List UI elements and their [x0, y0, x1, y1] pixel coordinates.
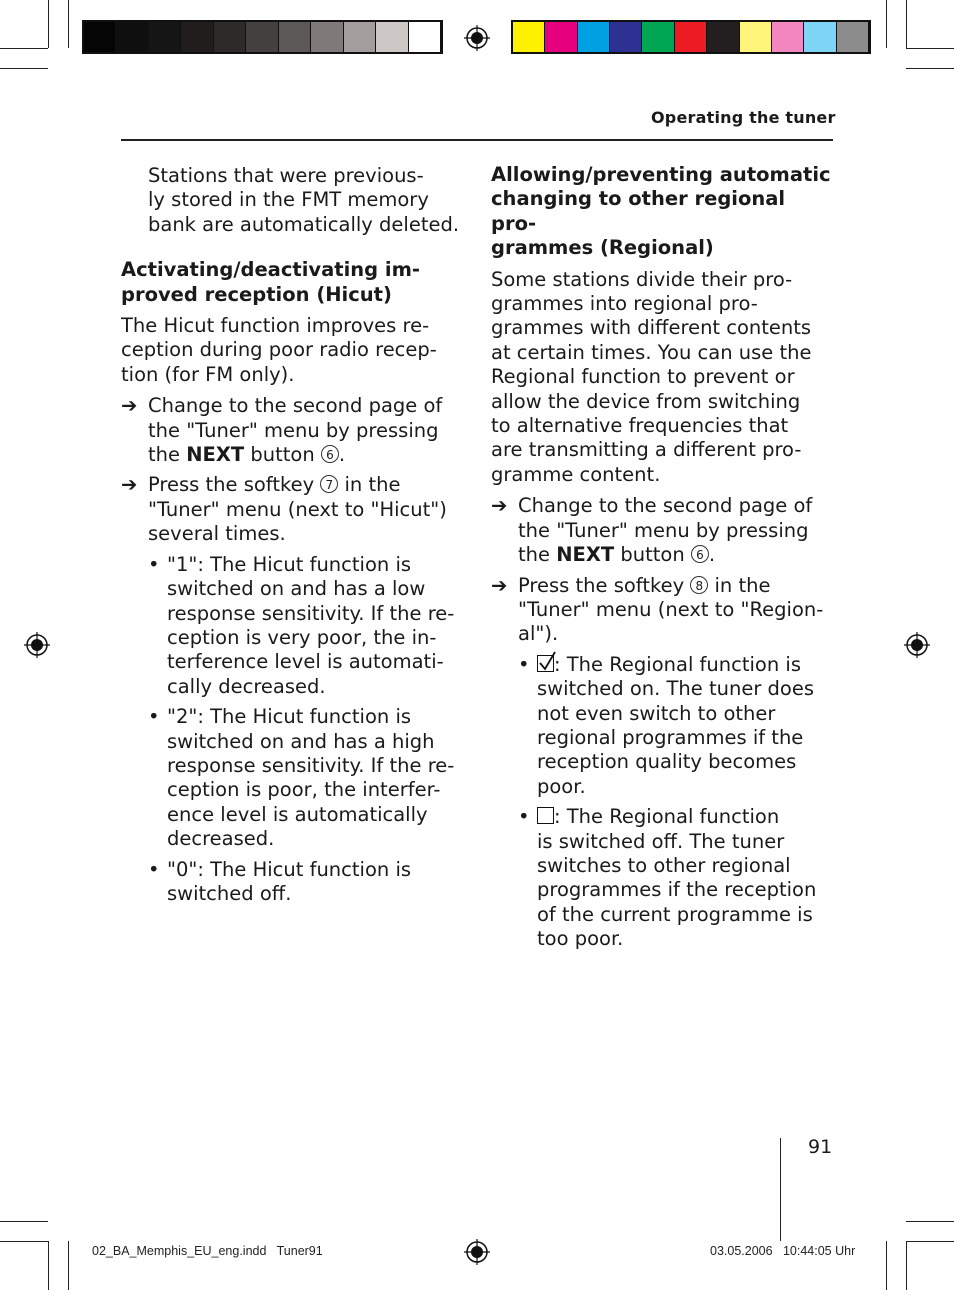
crop-mark: [886, 1241, 887, 1290]
crop-mark: [906, 1221, 954, 1222]
callout-number: 6: [691, 545, 709, 563]
color-swatch: [246, 22, 278, 52]
color-swatch: [344, 22, 376, 52]
color-swatch: [409, 22, 441, 52]
instruction-step: ➔ Press the softkey 7 in the "Tuner" menu (next to "Hicut") several times.: [121, 473, 447, 546]
color-swatch: [214, 22, 246, 52]
color-swatch: [610, 22, 642, 52]
crop-mark: [906, 48, 954, 49]
left-column: [121, 164, 466, 906]
bullet-icon: •: [148, 705, 160, 729]
bullet-icon: •: [518, 652, 530, 676]
crop-mark: [906, 1241, 907, 1290]
section-heading-hicut: Activating/deactivating im- proved reception (Hicut): [121, 258, 421, 306]
crop-mark: [0, 1241, 48, 1242]
color-swatch: [513, 22, 545, 52]
hicut-description: The Hicut function improves re- ception during poor radio recep- tion (for FM only).: [121, 314, 437, 386]
instruction-step: ➔ Press the softkey 8 in the "Tuner" menu (next to "Region- al").: [491, 573, 824, 646]
crop-mark: [906, 0, 907, 48]
page-number: 91: [808, 1136, 833, 1158]
color-swatch: [279, 22, 311, 52]
crop-mark: [48, 1241, 49, 1290]
arrow-icon: ➔: [491, 573, 508, 597]
color-swatch: [84, 22, 116, 52]
list-item: • : The Regional function is switched on. The tuner does not even switch to other regional programmes if the reception quality becomes poor.: [518, 652, 815, 798]
color-swatch: [837, 22, 869, 52]
color-swatch: [740, 22, 772, 52]
list-item: • "0": The Hicut function is switched off.: [148, 857, 412, 905]
bullet-icon: •: [148, 552, 160, 576]
registration-mark-icon: [464, 25, 490, 51]
registration-mark-icon: [464, 1239, 490, 1265]
crop-mark: [0, 48, 48, 49]
color-swatch: [804, 22, 836, 52]
list-item: • "1": The Hicut function is switched on and has a low response sensitivity. If the re- ception is very poor, the in- terference level is automati- cally decreased.: [148, 552, 455, 698]
color-swatch: [311, 22, 343, 52]
callout-number: 7: [320, 475, 338, 493]
callout-number: 6: [321, 445, 339, 463]
color-swatch: [181, 22, 213, 52]
page-number-rule: [780, 1138, 781, 1241]
registration-mark-icon: [24, 632, 50, 658]
arrow-icon: ➔: [121, 473, 138, 497]
color-swatch: [707, 22, 739, 52]
process-color-bar: [511, 20, 871, 54]
footer-timestamp: 03.05.2006 10:44:05 Uhr: [710, 1244, 856, 1258]
registration-mark-icon: [904, 632, 930, 658]
instruction-step: ➔ Change to the second page of the "Tuner" menu by pressing the NEXT button 6 .: [121, 394, 443, 467]
crop-mark: [68, 0, 69, 48]
list-item: • "2": The Hicut function is switched on and has a high response sensitivity. If the re- ception is poor, the interfer- ence level is automatically decreased.: [148, 705, 455, 851]
section-heading-regional: Allowing/preventing automatic changing to other regional pro- grammes (Regional): [491, 163, 831, 260]
arrow-icon: ➔: [121, 394, 138, 418]
checked-checkbox-icon: [537, 655, 554, 672]
header-rule: [121, 139, 833, 141]
color-swatch: [675, 22, 707, 52]
running-header: Operating the tuner: [651, 108, 836, 127]
crop-mark: [68, 1241, 69, 1290]
color-swatch: [578, 22, 610, 52]
bullet-icon: •: [518, 805, 530, 829]
crop-mark: [48, 0, 49, 48]
next-button-label: NEXT: [556, 543, 615, 567]
color-swatch: [149, 22, 181, 52]
gray-color-bar: [82, 20, 443, 54]
crop-mark: [0, 1221, 48, 1222]
arrow-icon: ➔: [491, 494, 508, 518]
crop-mark: [886, 0, 887, 48]
crop-mark: [906, 1241, 954, 1242]
color-swatch: [772, 22, 804, 52]
color-swatch: [116, 22, 148, 52]
empty-checkbox-icon: [537, 807, 554, 824]
color-swatch: [642, 22, 674, 52]
bullet-icon: •: [148, 857, 160, 881]
instruction-step: ➔ Change to the second page of the "Tuner" menu by pressing the NEXT button 6 .: [491, 494, 813, 567]
callout-number: 8: [690, 576, 708, 594]
footer-file-info: 02_BA_Memphis_EU_eng.indd Tuner91: [92, 1244, 323, 1258]
crop-mark: [906, 68, 954, 69]
crop-mark: [0, 68, 48, 69]
right-column: [491, 163, 836, 952]
color-swatch: [545, 22, 577, 52]
intro-paragraph: Stations that were previous- ly stored in the FMT memory bank are automatically deleted.: [148, 164, 460, 236]
next-button-label: NEXT: [186, 443, 245, 467]
list-item: • : The Regional function is switched off. The tuner switches to other regional programmes if the reception of the current programme is too poor.: [518, 805, 817, 951]
color-swatch: [376, 22, 408, 52]
regional-description: Some stations divide their pro- grammes into regional pro- grammes with different contents at certain times. You can use the Regional function to prevent or allow the device from switching to alternative frequencies that are transmitting a different pro- gramme content.: [491, 267, 812, 486]
